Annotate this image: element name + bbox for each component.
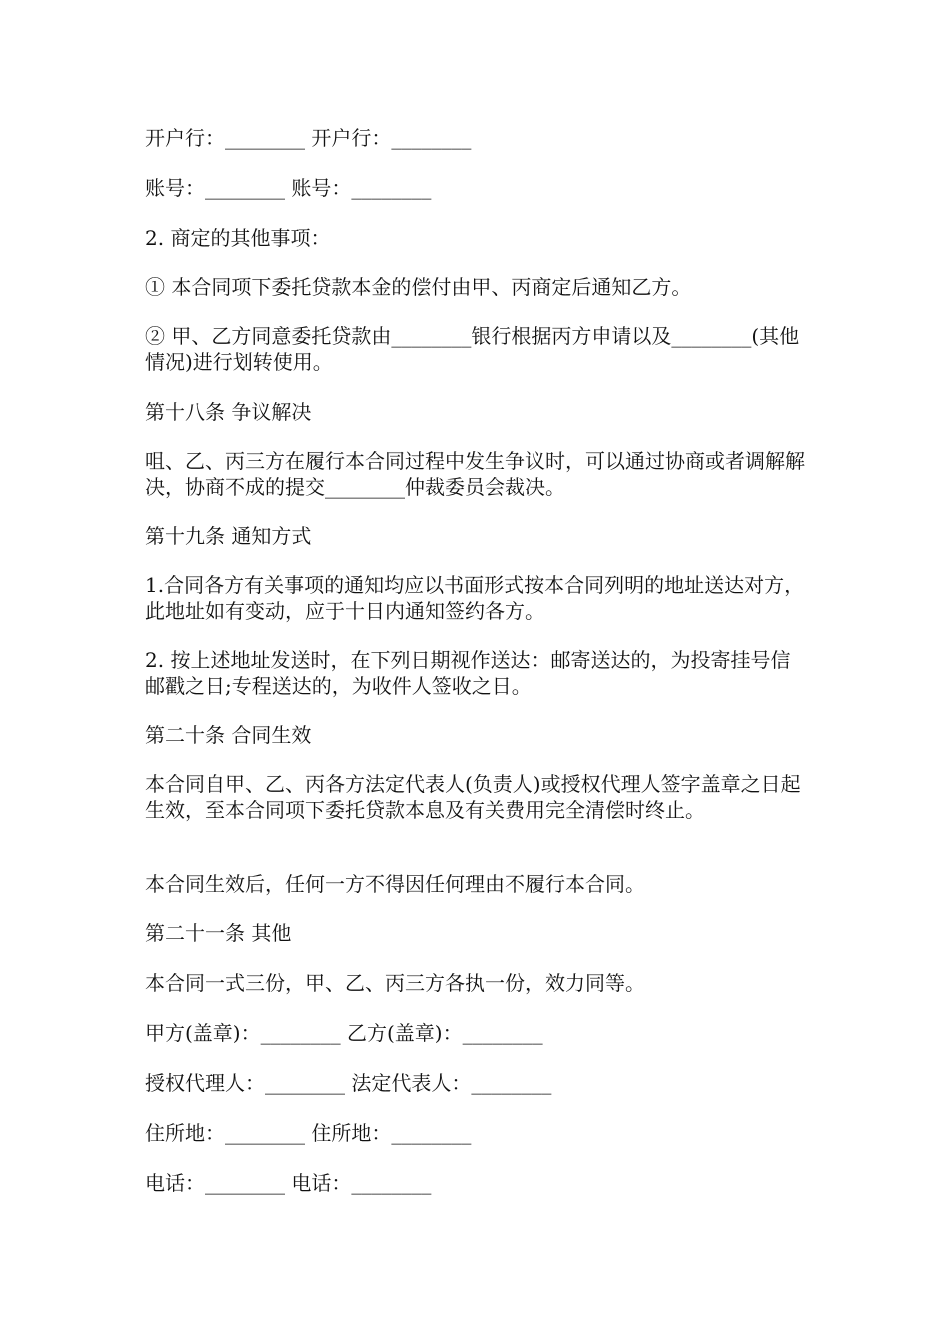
- article-20-body-1: 本合同自甲、乙、丙各方法定代表人(负责人)或授权代理人签字盖章之日起生效，至本合同项下委托贷款本息及有关费用完全清偿时终止。: [145, 772, 801, 822]
- account-line: 账号：________ 账号：________: [145, 176, 432, 200]
- signature-address-line: 住所地：________ 住所地：________: [145, 1121, 472, 1145]
- article-19-item-2: 2. 按上述地址发送时，在下列日期视作送达：邮寄送达的，为投寄挂号信邮戳之日;专程送达的，为收件人签收之日。: [145, 648, 791, 698]
- signature-party-line: 甲方(盖章)：________ 乙方(盖章)：________: [145, 1021, 543, 1045]
- article-18-heading: 第十八条 争议解决: [145, 400, 312, 424]
- article-19-item-1: 1.合同各方有关事项的通知均应以书面形式按本合同列明的地址送达对方，此地址如有变动，应于十日内通知签约各方。: [145, 573, 805, 623]
- article-21-heading: 第二十一条 其他: [145, 921, 292, 945]
- article-21-body: 本合同一式三份，甲、乙、丙三方各执一份，效力同等。: [145, 971, 645, 995]
- article-19-heading: 第十九条 通知方式: [145, 524, 312, 548]
- other-matters-heading: 2. 商定的其他事项：: [145, 226, 331, 250]
- bank-line: 开户行：________ 开户行：________: [145, 126, 472, 150]
- article-20-body-2: 本合同生效后，任何一方不得因任何理由不履行本合同。: [145, 872, 645, 896]
- article-20-heading: 第二十条 合同生效: [145, 723, 312, 747]
- signature-phone-line: 电话：________ 电话：________: [145, 1171, 432, 1195]
- signature-representative-line: 授权代理人：________ 法定代表人：________: [145, 1071, 552, 1095]
- article-18-body: 咀、乙、丙三方在履行本合同过程中发生争议时，可以通过协商或者调解解决，协商不成的提交________仲裁委员会裁决。: [145, 449, 805, 499]
- other-matter-2: ② 甲、乙方同意委托贷款由________银行根据丙方申请以及________(其他情况)进行划转使用。: [145, 324, 800, 374]
- other-matter-1: ① 本合同项下委托贷款本金的偿付由甲、丙商定后通知乙方。: [145, 275, 692, 299]
